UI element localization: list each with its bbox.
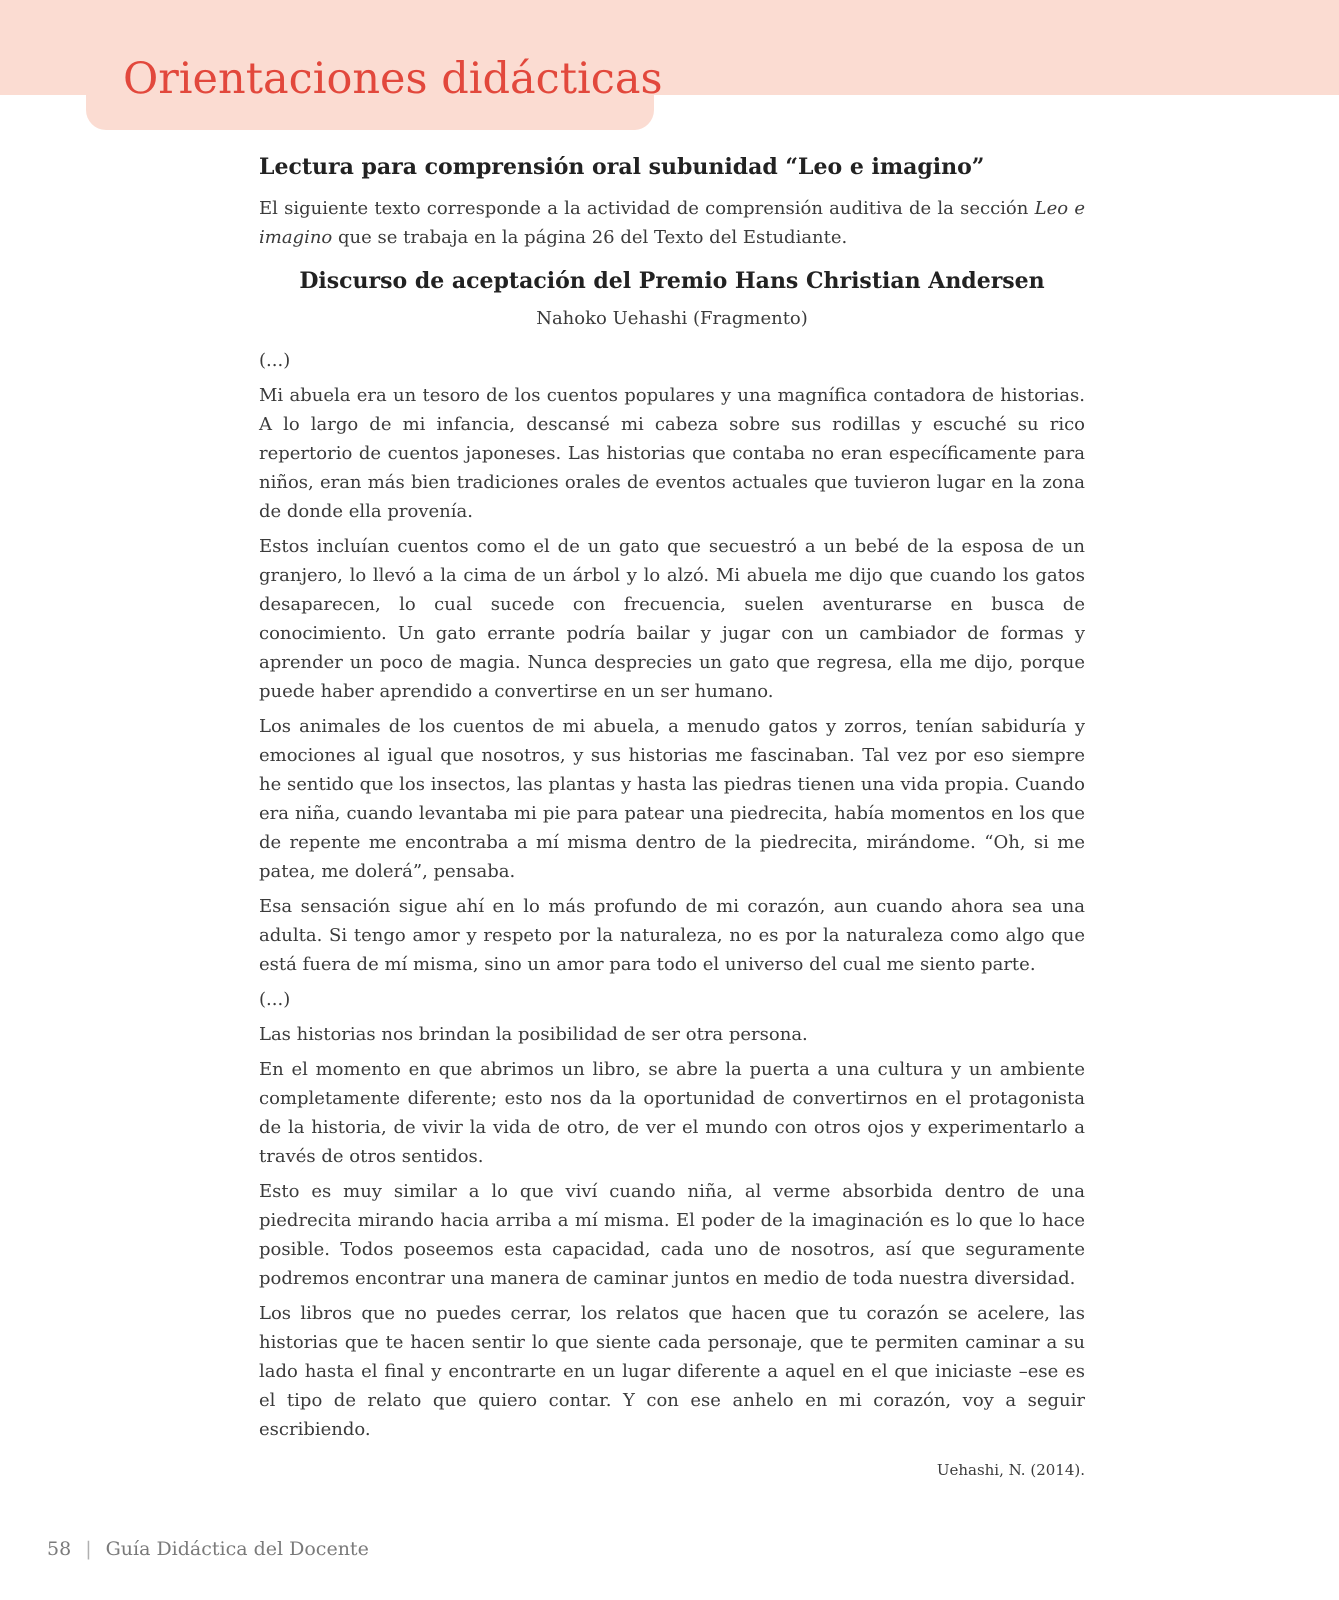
intro-paragraph — [259, 194, 1085, 252]
reading-paragraph: (...) — [259, 350, 291, 371]
reading-author: Nahoko Uehashi (Fragmento) — [536, 308, 808, 329]
intro-text-before: El siguiente texto corresponde a la actividad de comprensión auditiva de la sección — [259, 198, 1035, 219]
reading-paragraph: Las historias nos brindan la posibilidad de ser otra persona. — [259, 1024, 808, 1045]
page-title: Orientaciones didácticas — [123, 54, 663, 104]
reading-paragraph: (...) — [259, 989, 291, 1010]
citation: Uehashi, N. (2014). — [936, 1461, 1085, 1479]
intro-section-name: Leo e imagino — [259, 198, 1085, 248]
reading-paragraph: Estos incluían cuentos como el de un gato que secuestró a un bebé de la esposa de un granjero, lo llevó a la cima de un árbol y lo alzó. Mi abuela me dijo que cuando los gatos desaparecen, lo cual sucede con frecuencia, suelen aventurarse en busca de conocimiento. Un gato errante podría bailar y jugar con un cambiador de formas y aprender un poco de magia. Nunca desprecies un gato que regresa, ella me dijo, porque puede haber aprendido a convertirse en un ser humano. — [259, 536, 1085, 702]
page-footer — [47, 1535, 369, 1563]
reading-paragraph: Esa sensación sigue ahí en lo más profundo de mi corazón, aun cuando ahora sea una adulta. Si tengo amor y respeto por la naturaleza, no es por la naturaleza como algo que está fuera de mí misma, sino un amor para todo el universo del cual me siento parte. — [259, 896, 1085, 975]
reading-body — [259, 346, 1085, 1444]
reading-paragraph: Esto es muy similar a lo que viví cuando niña, al verme absorbida dentro de una piedrecita mirando hacia arriba a mí misma. El poder de la imaginación es lo que lo hace posible. Todos poseemos esta capacidad, cada uno de nosotros, así que seguramente podremos encontrar una manera de caminar juntos en medio de toda nuestra diversidad. — [259, 1181, 1085, 1289]
reading-paragraph: Mi abuela era un tesoro de los cuentos populares y una magnífica contadora de historias. A lo largo de mi infancia, descansé mi cabeza sobre sus rodillas y escuché su rico repertorio de cuentos japoneses. Las historias que contaba no eran específicamente para niños, eran más bien tradiciones orales de eventos actuales que tuvieron lugar en la zona de donde ella provenía. — [259, 385, 1085, 522]
reading-paragraph: En el momento en que abrimos un libro, se abre la puerta a una cultura y un ambiente completamente diferente; esto nos da la oportunidad de convertirnos en el protagonista de la historia, de vivir la vida de otro, de ver el mundo con otros ojos y experimentarlo a través de otros sentidos. — [259, 1059, 1085, 1167]
reading-paragraph: Los animales de los cuentos de mi abuela, a menudo gatos y zorros, tenían sabiduría y emociones al igual que nosotros, y sus historias me fascinaban. Tal vez por eso siempre he sentido que los insectos, las plantas y hasta las piedras tienen una vida propia. Cuando era niña, cuando levantaba mi pie para patear una piedrecita, había momentos en los que de repente me encontraba a mí misma dentro de la piedrecita, mirándome. “Oh, si me patea, me dolerá”, pensaba. — [259, 716, 1085, 882]
intro-text-after: que se trabaja en la página 26 del Texto del Estudiante. — [332, 227, 848, 248]
section-heading: Lectura para comprensión oral subunidad “Leo e imagino” — [259, 154, 985, 180]
reading-title: Discurso de aceptación del Premio Hans Christian Andersen — [299, 268, 1045, 294]
footer-separator: | — [85, 1538, 92, 1560]
main-content — [259, 150, 1085, 1482]
page-number: 58 — [47, 1538, 72, 1560]
reading-paragraph: Los libros que no puedes cerrar, los relatos que hacen que tu corazón se acelere, las historias que te hacen sentir lo que siente cada personaje, que te permiten caminar a su lado hasta el final y encontrarte en un lugar diferente a aquel en el que iniciaste –ese es el tipo de relato que quiero contar. Y con ese anhelo en mi corazón, voy a seguir escribiendo. — [259, 1303, 1085, 1440]
book-title: Guía Didáctica del Docente — [105, 1538, 369, 1560]
